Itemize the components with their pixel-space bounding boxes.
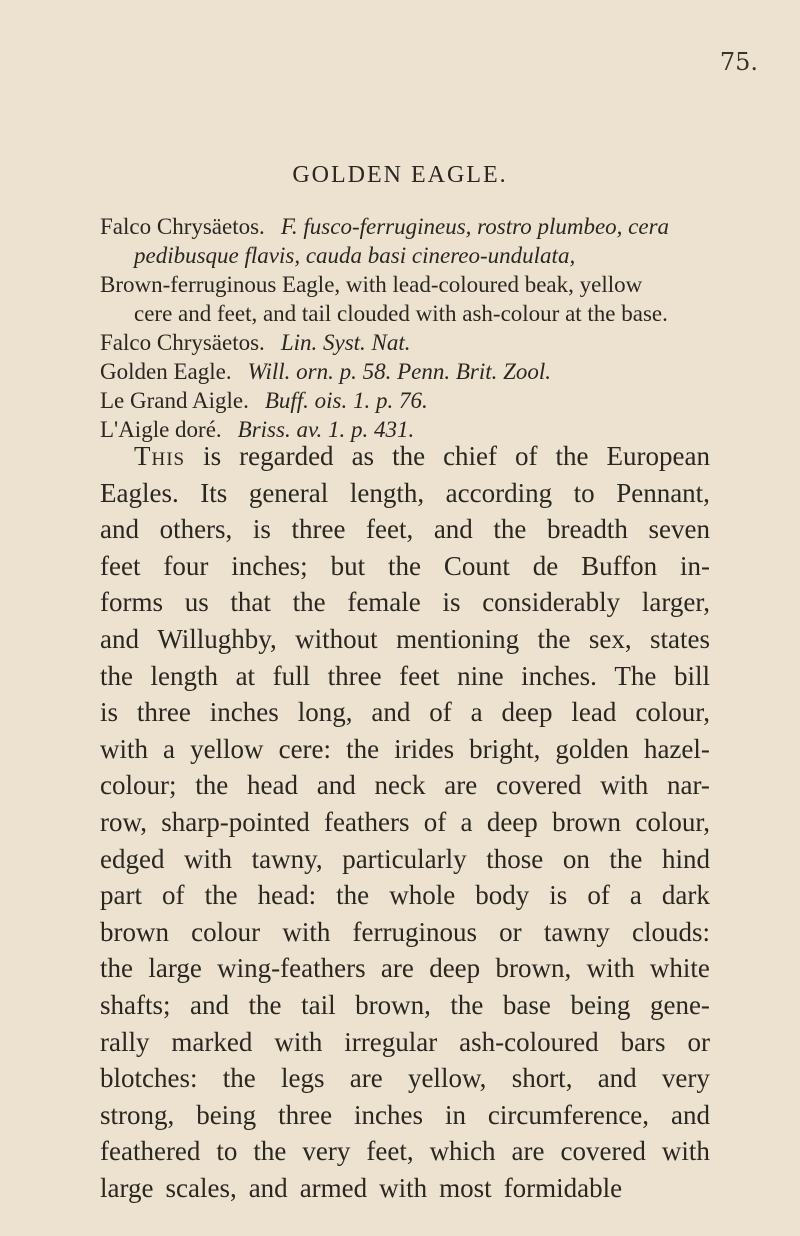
body-word: and <box>670 1099 710 1130</box>
body-word: cere: <box>278 733 332 764</box>
body-word: and <box>371 697 411 728</box>
body-word: The <box>614 660 657 691</box>
body-word: This <box>134 441 186 471</box>
body-word: sharp-pointed <box>161 806 310 837</box>
body-word: states <box>650 623 710 654</box>
body-word: legs <box>280 1063 325 1094</box>
body-word: with <box>274 1026 323 1057</box>
body-word: feet <box>100 550 141 581</box>
body-word: very <box>661 1063 710 1094</box>
synonym-reference: F. fusco-ferrugineus, rostro plumbeo, cera <box>280 214 670 239</box>
body-word: the <box>609 843 643 874</box>
body-word: feet <box>399 660 440 691</box>
body-word: length <box>150 660 219 691</box>
body-word: mentioning <box>396 623 520 654</box>
body-word: marked <box>171 1026 253 1057</box>
body-word: the <box>204 880 238 911</box>
body-line <box>100 804 710 841</box>
body-word: which <box>429 1136 496 1167</box>
body-word: to <box>573 477 595 508</box>
body-word: inches. <box>521 660 597 691</box>
body-word: the <box>100 660 133 691</box>
body-word: lead <box>571 697 617 728</box>
body-word: wing-feathers <box>217 953 366 984</box>
body-word: large <box>100 1172 154 1203</box>
body-word: the <box>253 1136 287 1167</box>
body-word: a <box>460 806 473 837</box>
synonym-line <box>100 357 720 386</box>
body-word: but <box>330 550 366 581</box>
body-word: rally <box>100 1026 150 1057</box>
synonym-name: cere and feet, and tail clouded with ash-colour at the base. <box>134 301 668 326</box>
body-word: others, <box>159 514 233 545</box>
body-word: a <box>629 880 642 911</box>
body-word: with <box>184 843 233 874</box>
body-word: the <box>222 1063 256 1094</box>
body-word: those <box>486 843 544 874</box>
body-word: on <box>562 843 590 874</box>
body-word: are <box>444 770 478 801</box>
body-word: three <box>136 697 191 728</box>
body-word: of <box>515 441 538 471</box>
body-word: at <box>235 660 256 691</box>
body-word: without <box>295 623 378 654</box>
body-word: hazel- <box>643 733 710 764</box>
body-line <box>100 621 710 658</box>
body-word: breadth <box>546 514 628 545</box>
body-word: dark <box>661 880 710 911</box>
body-line <box>100 1133 710 1170</box>
synonym-reference: Buff. ois. 1. p. 76. <box>264 388 428 413</box>
body-paragraph <box>100 438 710 1206</box>
body-word: chief <box>443 441 498 471</box>
synonym-name: Brown-ferruginous Eagle, with lead-coloured beak, yellow <box>100 272 643 297</box>
body-word: with <box>379 1172 428 1203</box>
synonym-line <box>100 212 720 241</box>
body-word: formidable <box>503 1172 623 1203</box>
body-word: inches <box>354 1099 424 1130</box>
body-word: scales, <box>165 1172 237 1203</box>
body-word: feet, <box>366 514 414 545</box>
body-word: ash-coloured <box>459 1026 599 1057</box>
body-word: armed <box>299 1172 368 1203</box>
body-word: regarded <box>239 441 334 471</box>
synonym-name: Golden Eagle. <box>100 359 232 384</box>
body-word: gene- <box>649 989 710 1020</box>
body-word: feet, <box>366 1136 414 1167</box>
body-line <box>100 548 710 585</box>
synonym-name: Le Grand Aigle. <box>100 388 249 413</box>
body-word: shafts; <box>100 989 171 1020</box>
synonym-line <box>100 241 720 270</box>
body-word: blotches: <box>100 1063 198 1094</box>
body-word: Pennant, <box>616 477 710 508</box>
body-word: forms <box>100 587 163 618</box>
body-word: three <box>278 1099 333 1130</box>
body-word: neck <box>374 770 426 801</box>
body-word: and <box>190 989 230 1020</box>
body-word: as <box>351 441 375 471</box>
body-word: deep <box>501 697 553 728</box>
body-word: head: <box>257 880 317 911</box>
body-word: ferruginous <box>352 916 477 947</box>
body-word: the <box>100 953 133 984</box>
body-word: and <box>433 514 473 545</box>
body-word: particularly <box>342 843 467 874</box>
body-line <box>100 694 710 731</box>
body-word: the <box>392 441 426 471</box>
body-word: tawny <box>543 916 610 947</box>
body-word: covered <box>495 770 582 801</box>
synonym-line <box>100 299 720 328</box>
body-word: female <box>347 587 421 618</box>
body-word: us <box>184 587 209 618</box>
body-word: colour, <box>635 697 710 728</box>
body-word: the <box>248 989 282 1020</box>
body-word: sex, <box>588 623 632 654</box>
body-word: with <box>661 1136 710 1167</box>
body-word: deep <box>429 953 481 984</box>
body-word: covered <box>560 1136 646 1167</box>
body-word: the <box>537 623 571 654</box>
body-word: bars <box>620 1026 666 1057</box>
body-word: golden <box>555 733 629 764</box>
body-word: the <box>555 441 589 471</box>
body-word: is <box>252 514 271 545</box>
body-word: nine <box>457 660 504 691</box>
body-line <box>100 1060 710 1097</box>
body-word: long, <box>297 697 353 728</box>
body-word: base <box>502 989 551 1020</box>
body-word: with <box>100 733 149 764</box>
synonym-line <box>100 270 720 299</box>
body-word: part <box>100 880 142 911</box>
body-word: with <box>600 770 649 801</box>
body-word: tail <box>301 989 336 1020</box>
page-number: 75. <box>719 48 758 76</box>
body-word: seven <box>648 514 710 545</box>
body-word: colour, <box>635 806 710 837</box>
body-word: bill <box>673 660 710 691</box>
synonym-reference: pedibusque flavis, cauda basi cinereo-undulata, <box>134 243 576 268</box>
body-word: and <box>597 1063 637 1094</box>
body-word: the <box>493 514 527 545</box>
body-line <box>100 731 710 768</box>
body-word: being <box>570 989 631 1020</box>
body-word: clouds: <box>631 916 710 947</box>
body-word: the <box>195 770 229 801</box>
body-word: brown, <box>355 989 431 1020</box>
synonym-name: L'Aigle doré. <box>100 417 222 442</box>
body-word: is <box>442 587 461 618</box>
body-word: nar- <box>666 770 710 801</box>
body-word: a <box>470 697 483 728</box>
body-word: Buffon <box>581 550 658 581</box>
body-word: three <box>291 514 346 545</box>
body-word: are <box>380 953 414 984</box>
body-word: edged <box>100 843 165 874</box>
body-word: strong, <box>100 1099 175 1130</box>
body-word: inches; <box>231 550 308 581</box>
body-word: very <box>302 1136 351 1167</box>
body-line <box>100 841 710 878</box>
body-word: of <box>429 697 452 728</box>
body-word: deep <box>486 806 538 837</box>
body-word: irregular <box>344 1026 438 1057</box>
body-word: the <box>450 989 484 1020</box>
body-line <box>100 1097 710 1134</box>
body-word: are <box>511 1136 545 1167</box>
synonym-line <box>100 386 720 415</box>
body-word: brown <box>552 806 622 837</box>
synonym-name: Falco Chrysäetos. <box>100 214 265 239</box>
body-word: short, <box>511 1063 573 1094</box>
body-word: head <box>247 770 298 801</box>
body-word: European <box>606 441 710 471</box>
body-line <box>100 767 710 804</box>
body-word: irides <box>394 733 455 764</box>
synonym-reference: Lin. Syst. Nat. <box>280 330 411 355</box>
body-line <box>100 584 710 621</box>
body-word: Eagles. <box>100 477 179 508</box>
body-word: the <box>336 880 370 911</box>
body-word: the <box>387 550 421 581</box>
body-word: the <box>346 733 380 764</box>
body-word: yellow, <box>407 1063 487 1094</box>
body-line <box>100 658 710 695</box>
body-word: is <box>100 697 119 728</box>
body-word: row, <box>100 806 147 837</box>
body-word: feathered <box>100 1136 201 1167</box>
body-word: is <box>203 441 222 471</box>
body-line <box>100 987 710 1024</box>
synonym-reference: Briss. av. 1. p. 431. <box>237 417 415 442</box>
body-word: larger, <box>641 587 710 618</box>
body-word: is <box>549 880 568 911</box>
body-word: of <box>423 806 447 837</box>
body-word: brown <box>100 916 169 947</box>
body-word: general <box>248 477 329 508</box>
body-word: yellow <box>190 733 264 764</box>
body-word: or <box>499 916 522 947</box>
body-word: considerably <box>482 587 621 618</box>
body-word: full <box>272 660 311 691</box>
body-word: and <box>316 770 356 801</box>
body-word: body <box>475 880 530 911</box>
body-word: to <box>216 1136 238 1167</box>
body-line <box>100 877 710 914</box>
body-word: in <box>444 1099 466 1130</box>
body-word: tawny, <box>251 843 323 874</box>
body-word: with <box>282 916 331 947</box>
body-word: Its <box>200 477 228 508</box>
body-word: of <box>587 880 610 911</box>
body-line <box>100 1024 710 1061</box>
body-word: Willughby, <box>157 623 277 654</box>
body-word: most <box>439 1172 492 1203</box>
body-word: and <box>248 1172 288 1203</box>
body-word: brown, <box>495 953 572 984</box>
body-line <box>100 1170 710 1207</box>
body-word: being <box>196 1099 257 1130</box>
body-word: hind <box>661 843 710 874</box>
body-word: according <box>445 477 553 508</box>
synonym-block <box>100 212 720 444</box>
body-word: the <box>292 587 326 618</box>
body-word: whole <box>389 880 456 911</box>
body-word: feathers <box>324 806 410 837</box>
body-line <box>100 475 710 512</box>
synonym-name: Falco Chrysäetos. <box>100 330 265 355</box>
body-word: with <box>586 953 635 984</box>
body-word: a <box>163 733 176 764</box>
body-word: colour <box>191 916 261 947</box>
body-word: that <box>230 587 271 618</box>
body-word: inches <box>209 697 279 728</box>
body-word: large <box>148 953 202 984</box>
body-word: or <box>687 1026 710 1057</box>
body-word: circumference, <box>487 1099 650 1130</box>
body-word: three <box>327 660 382 691</box>
body-line <box>100 914 710 951</box>
page-title: GOLDEN EAGLE. <box>292 162 508 188</box>
body-word: four <box>163 550 209 581</box>
body-word: length, <box>349 477 425 508</box>
synonym-line <box>100 328 720 357</box>
body-word: and <box>100 514 139 545</box>
synonym-reference: Will. orn. p. 58. Penn. Brit. Zool. <box>247 359 552 384</box>
body-word: in- <box>679 550 710 581</box>
body-word: of <box>162 880 185 911</box>
body-word: are <box>349 1063 383 1094</box>
body-word: colour; <box>100 770 177 801</box>
body-word: and <box>100 623 139 654</box>
body-word: de <box>532 550 559 581</box>
body-line <box>100 511 710 548</box>
body-word: bright, <box>469 733 541 764</box>
body-line <box>100 950 710 987</box>
body-word: white <box>649 953 710 984</box>
body-line <box>100 438 710 475</box>
body-word: Count <box>443 550 510 581</box>
